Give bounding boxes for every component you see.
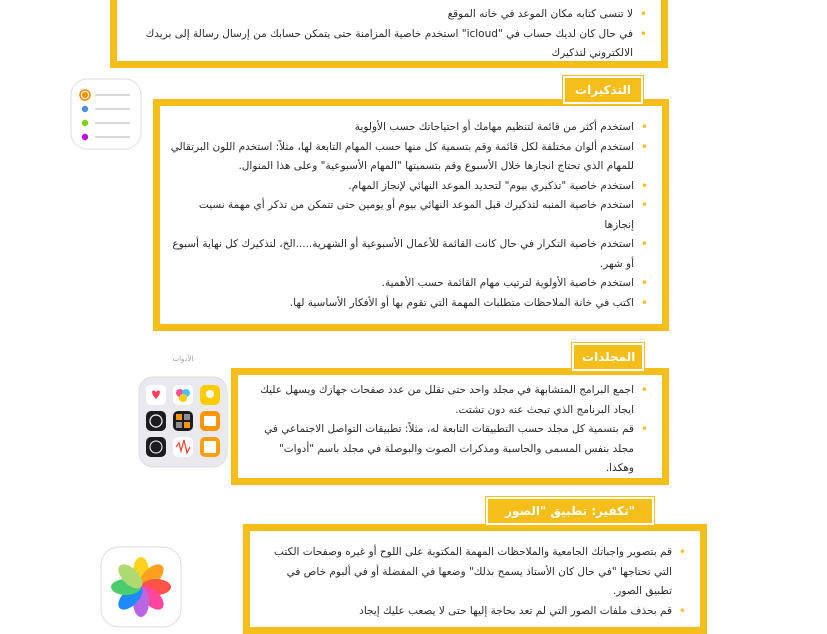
list-item: • استخدم خاصية "تذكيري بيوم" لتحديد الموعد النهائي لإنجاز المهام. (170, 177, 652, 197)
list-item: • قم بتصوير واجباتك الجامعية والملاحظات المهمة المكتوبة على اللوح أو غيره وصفحات الكتب التي تحتاجها "في حال كان الأستاذ يسمح بذلك" وضعها في المفضلة أو في ألبوم خاص في تطبيق الصور. (260, 543, 690, 602)
photos-section-box (243, 524, 707, 634)
top-section-list (127, 5, 651, 64)
list-item: • اجمع البرامج المتشابهة في مجلد واحد حتى تقلل من عدد صفحات جهازك ويسهل عليك ايجاد البرنامج الذي تبحث عنه دون تشتت. (248, 381, 652, 420)
list-item: • استخدم خاصية التكرار في حال كانت القائمة للأعمال الأسبوعية أو الشهرية.....الخ، لتذكيرك كل نهاية أسبوع أو شهر. (170, 235, 652, 274)
folders-section-box (231, 368, 669, 485)
list-item: • قم بحذف ملفات الصور التي لم تعد بحاجة إليها حتى لا يصعب عليك إيجاد (260, 602, 690, 622)
folder-apps-icon (138, 376, 228, 468)
folder-caption: الأدوات (172, 355, 194, 363)
photos-heading-title: تطبيق "الصور" (505, 504, 635, 518)
list-item: • لا تنسى كتابه مكان الموعد في خانه الموقع (127, 5, 651, 25)
reminders-section-box (153, 99, 669, 331)
list-item: • استخدم أكثر من قائمة لتنظيم مهامك أو احتياجاتك حسب الأولوية (170, 118, 652, 138)
photos-heading-prefix: تكفير: (591, 504, 629, 518)
list-item: • قم بتسمية كل مجلد حسب التطبيقات التابعة له، مثلاً: تطبيقات التواصل الاجتماعي في مجلد بنفس المسمى والحاسبة ومذكرات الصوت والبوصلة في مجلد باسم "أدوات" وهكذا. (248, 420, 652, 479)
photos-app-icon (100, 546, 182, 628)
list-item: • اكتب في خانة الملاحظات متطلبات المهمة التي تقوم بها أو الأفكار الأساسية لها. (170, 294, 652, 314)
list-item: • استخدم خاصية المنبه لتذكيرك قبل الموعد النهائي بيوم أو يومين حتى تتمكن من تذكر أي مهمة نسيت إنجازها (170, 196, 652, 235)
reminders-app-icon (70, 78, 142, 150)
photos-list (260, 543, 690, 621)
list-item: • استخدم خاصية الأولوية لترتيب مهام القائمة حسب الأهمية. (170, 274, 652, 294)
photos-heading (486, 497, 654, 525)
list-item: • في حال كان لديك حساب في "icloud" استخدم خاصية المزامنة حتى يتمكن حسابك من إرسال رسالة إلى بريدك الالكتروني لتذكيرك (127, 25, 651, 64)
reminders-list (170, 118, 652, 313)
reminders-heading: التذكيرات (563, 76, 643, 104)
top-section-box (110, 0, 668, 68)
folders-heading: المجلدات (572, 343, 644, 371)
list-item: • استخدم ألوان مختلفة لكل قائمة وقم بتسمية كل منها حسب المهام التابعة لها، مثلاً: استخدم اللون البرتقالي للمهام الذي تحتاج انجازها خلال الأسبوع وقم بتسميتها "المهام الأسبوعية" وعلى هذا المنوال. (170, 138, 652, 177)
folders-list (248, 381, 652, 479)
